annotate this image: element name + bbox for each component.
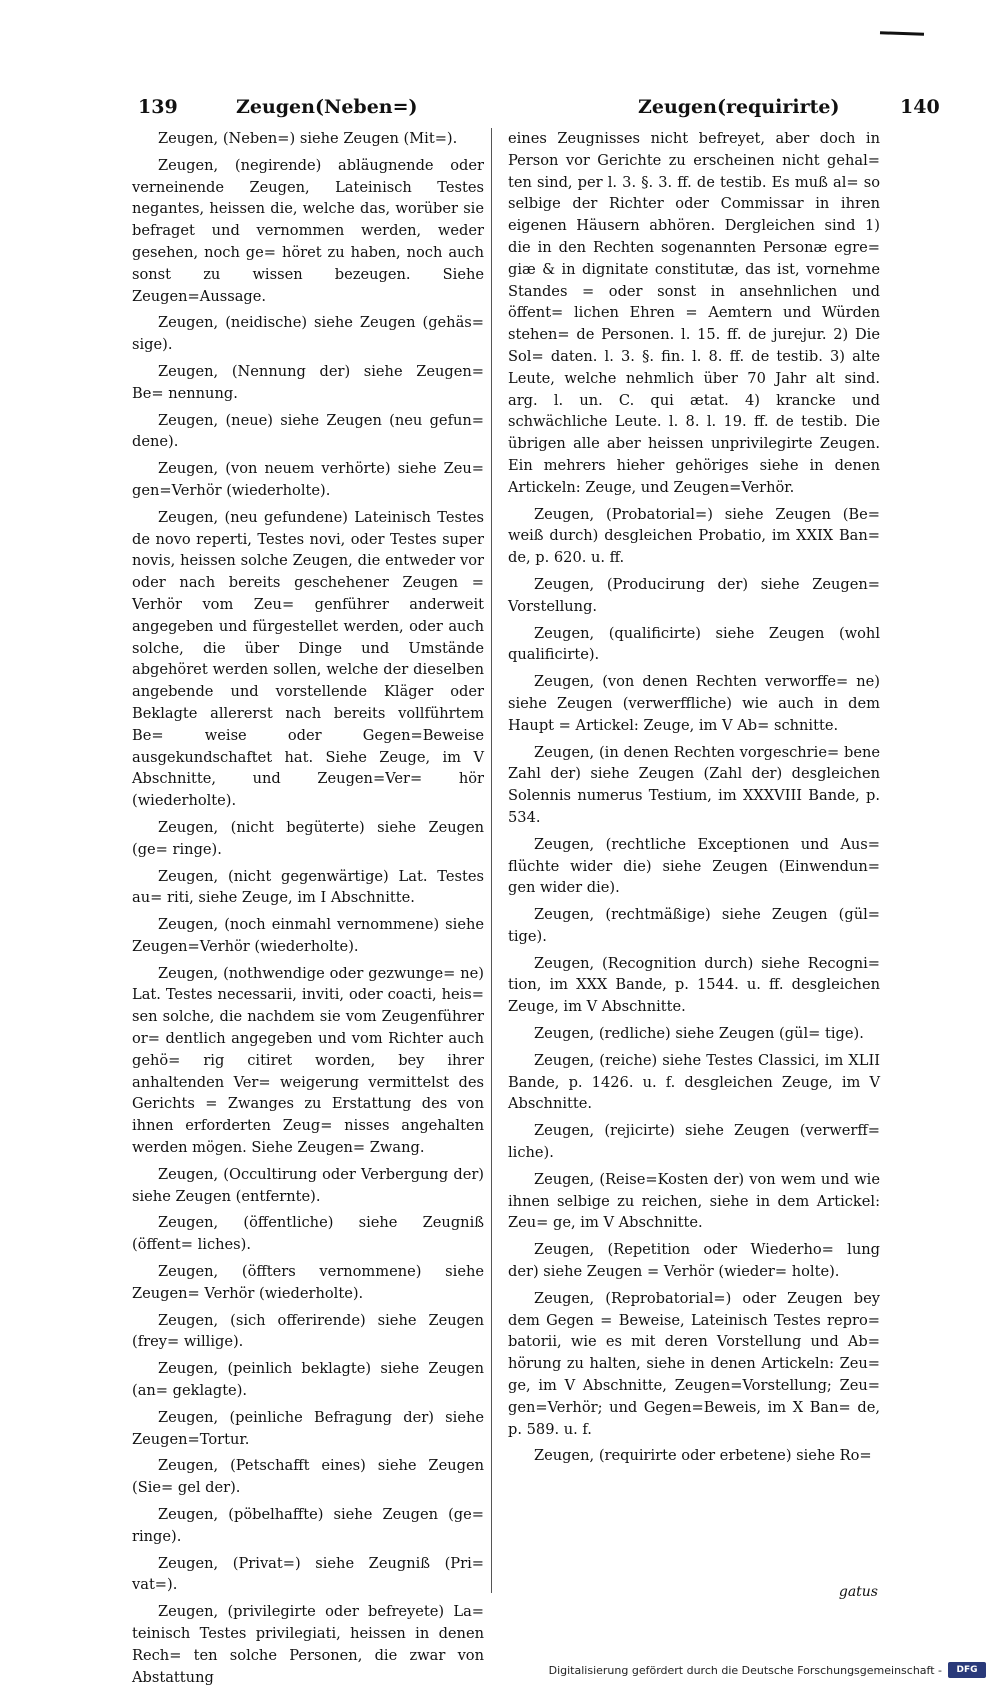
- dictionary-entry: eines Zeugnisses nicht befreyet, aber doch in Person vor Gerichte zu erscheinen nicht gehal= ten sind, per l. 3. §. 3. ff. de testib. Es muß al= so selbige der Richter oder Commissar in ihren eigenen Häusern abhören. Dergleichen sind 1) die in den Rechten sogenannten Personæ egre= giæ & in dignitate constitutæ, das ist, vornehme Standes = oder sonst in ansehnlichen und öffent= lichen Ehren = Aemtern und Würden stehen= de Personen. l. 15. ff. de jurejur. 2) Die Sol= daten. l. 3. §. fin. l. 8. ff. de testib. 3) alte Leute, welche nehmlich über 70 Jahr alt sind. arg. l. un. C. qui ætat. 4) krancke und schwächliche Leute. l. 8. l. 19. ff. de testib. Die übrigen alle aber heissen unprivilegirte Zeugen. Ein mehrers hieher gehöriges siehe in denen Artickeln: Zeuge, und Zeugen=Verhör.: [508, 130, 880, 496]
- dictionary-entry: Zeugen, (nicht begüterte) siehe Zeugen (ge= ringe).: [132, 818, 484, 858]
- dictionary-entry: Zeugen, (sich offerirende) siehe Zeugen (frey= willige).: [132, 1311, 484, 1351]
- dictionary-entry: Zeugen, (rechtliche Exceptionen und Aus= flüchte wider die) siehe Zeugen (Einwendun= gen wider die).: [508, 835, 880, 897]
- dictionary-entry: Zeugen, (Occultirung oder Verbergung der) siehe Zeugen (entfernte).: [132, 1165, 484, 1205]
- corner-mark: [880, 31, 924, 36]
- dictionary-entry: Zeugen, (öffters vernommene) siehe Zeugen= Verhör (wiederholte).: [132, 1263, 484, 1302]
- dictionary-entry: Zeugen, (peinliche Befragung der) siehe Zeugen=Tortur.: [132, 1408, 484, 1448]
- catchword: gatus: [838, 1584, 878, 1600]
- dictionary-entry: Zeugen, (neidische) siehe Zeugen (gehäs= sige).: [132, 314, 484, 354]
- dictionary-entry: Zeugen, (Privat=) siehe Zeugniß (Pri= vat=).: [132, 1554, 484, 1594]
- dictionary-entry: Zeugen, (Petschafft eines) siehe Zeugen (Sie= gel der).: [132, 1457, 484, 1497]
- dictionary-entry: Zeugen, (Recognition durch) siehe Recogni= tion, im XXX Bande, p. 1544. u. ff. desgleichen Zeuge, im V Abschnitte.: [508, 954, 880, 1016]
- dictionary-entry: Zeugen, (Nennung der) siehe Zeugen= Be= nennung.: [132, 362, 484, 402]
- dictionary-entry: Zeugen, (neu gefundene) Lateinisch Testes de novo reperti, Testes novi, oder Testes super novis, heissen solche Zeugen, die entweder vor oder nach bereits geschehener Zeugen = Verhör vom Zeu= genführer anderweit angegeben und fürgestellet werden, oder auch solche, die über Dinge und Umstände abgehöret werden sollen, welche der dieselben angebende und vorstellende Kläger oder Beklagte allererst nach bereits vollführtem Be= weise oder Gegen=Beweise ausgekundschaftet hat. Siehe Zeuge, im V Abschnitte, und Zeugen=Ver= hör (wiederholte).: [132, 508, 484, 810]
- dictionary-entry: Zeugen, (privilegirte oder befreyete) La= teinisch Testes privilegiati, heissen in denen Rech= ten solche Personen, die zwar von Abstattung: [132, 1603, 484, 1686]
- dictionary-entry: Zeugen, (Repetition oder Wiederho= lung der) siehe Zeugen = Verhör (wieder= holte).: [508, 1241, 880, 1281]
- dictionary-entry: Zeugen, (reiche) siehe Testes Classici, im XLII Bande, p. 1426. u. f. desgleichen Zeuge, im V Abschnitte.: [508, 1051, 880, 1113]
- dictionary-entry: Zeugen, (redliche) siehe Zeugen (gül= tige).: [534, 1025, 864, 1043]
- dictionary-entry: Zeugen, (peinlich beklagte) siehe Zeugen (an= geklagte).: [132, 1360, 484, 1400]
- dictionary-entry: Zeugen, (Reprobatorial=) oder Zeugen bey dem Gegen = Beweise, Lateinisch Testes repro= batorii, wie es mit deren Vorstellung und Ab= hörung zu halten, siehe in denen Artickeln: Zeu= ge, im V Abschnitte, Zeugen=Vorstellung; Zeu= gen=Verhör; und Gegen=Beweis, im X Ban= de, p. 589. u. f.: [508, 1289, 880, 1438]
- dictionary-entry: Zeugen, (Neben=) siehe Zeugen (Mit=).: [158, 130, 458, 147]
- dictionary-entry: Zeugen, (negirende) abläugnende oder verneinende Zeugen, Lateinisch Testes negantes, heissen die, welche das, worüber sie befraget und vernommen werden, weder gesehen, noch ge= höret zu haben, noch auch sonst zu wissen bezeugen. Siehe Zeugen=Aussage.: [132, 156, 484, 305]
- dictionary-entry: Zeugen, (neue) siehe Zeugen (neu gefun= dene).: [132, 411, 484, 451]
- column-divider: [491, 128, 492, 1593]
- left-column: [132, 128, 484, 1693]
- dictionary-entry: Zeugen, (von denen Rechten verworffe= ne) siehe Zeugen (verwerffliche) wie auch in dem Haupt = Artickel: Zeuge, im V Ab= schnitte.: [508, 673, 880, 734]
- dictionary-entry: Zeugen, (rechtmäßige) siehe Zeugen (gül= tige).: [508, 906, 880, 945]
- dictionary-entry: Zeugen, (nothwendige oder gezwunge= ne) Lat. Testes necessarii, inviti, oder coacti, heis= sen solche, die nachdem sie vom Zeugenführer or= dentlich angegeben und vom Richter auch gehö= rig citiret worden, bey ihrer anhaltenden Ver= weigerung vermittelst des Gerichts = Zwanges zu Erstattung des von ihnen erforderten Zeug= nisses angehalten werden mögen. Siehe Zeugen= Zwang.: [132, 964, 484, 1157]
- digitization-footer: [0, 1660, 1000, 1684]
- dictionary-entry: Zeugen, (qualificirte) siehe Zeugen (wohl qualificirte).: [508, 624, 880, 664]
- dictionary-entry: Zeugen, (Probatorial=) siehe Zeugen (Be= weiß durch) desgleichen Probatio, im XXIX Ban= de, p. 620. u. ff.: [508, 505, 880, 567]
- dictionary-entry: Zeugen, (öffentliche) siehe Zeugniß (öffent= liches).: [132, 1214, 484, 1254]
- running-head-right: Zeugen(requirirte): [638, 96, 840, 118]
- page-number-right: 140: [900, 96, 940, 118]
- right-column: [508, 128, 880, 1472]
- dictionary-entry: Zeugen, (in denen Rechten vorgeschrie= bene Zahl der) siehe Zeugen (Zahl der) desgleichen Solennis numerus Testium, im XXXVIII Bande, p. 534.: [508, 743, 880, 826]
- page-header: [118, 88, 940, 124]
- dictionary-entry: Zeugen, (von neuem verhörte) siehe Zeu= gen=Verhör (wiederholte).: [132, 460, 484, 499]
- page-number-left: 139: [138, 96, 178, 118]
- footer-credit: Digitalisierung gefördert durch die Deutsche Forschungsgemeinschaft -: [548, 1664, 942, 1677]
- dictionary-entry: Zeugen, (pöbelhaffte) siehe Zeugen (ge= ringe).: [132, 1506, 484, 1545]
- dictionary-entry: Zeugen, (nicht gegenwärtige) Lat. Testes au= riti, siehe Zeuge, im I Abschnitte.: [132, 867, 484, 907]
- running-head-left: Zeugen(Neben=): [236, 96, 418, 118]
- dfg-logo: DFG: [948, 1662, 986, 1678]
- dictionary-entry: Zeugen, (Reise=Kosten der) von wem und wie ihnen selbige zu reichen, siehe in dem Artickel: Zeu= ge, im V Abschnitte.: [508, 1170, 880, 1232]
- dictionary-entry: Zeugen, (Producirung der) siehe Zeugen= Vorstellung.: [508, 575, 880, 615]
- dictionary-entry: Zeugen, (rejicirte) siehe Zeugen (verwerff= liche).: [508, 1122, 880, 1162]
- dictionary-entry: Zeugen, (noch einmahl vernommene) siehe Zeugen=Verhör (wiederholte).: [132, 916, 484, 955]
- dictionary-entry: Zeugen, (requirirte oder erbetene) siehe Ro=: [534, 1447, 872, 1465]
